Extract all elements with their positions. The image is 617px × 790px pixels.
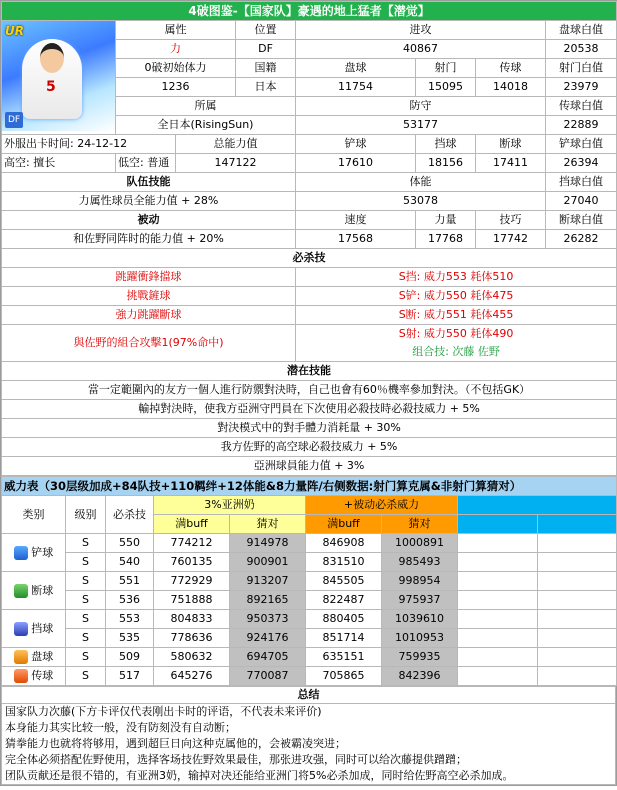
val-body: 53078 [296, 192, 546, 211]
skill-cell: 536 [106, 591, 154, 610]
level-cell: S [66, 572, 106, 591]
summary-line: 完全体必须搭配佐野使用，选择客场技佐野效果最佳，那张进攻强，同时可以给次藤提供蹭蹭； [2, 752, 616, 768]
empty-cell [538, 534, 617, 553]
empty-cell [538, 553, 617, 572]
level-cell: S [66, 648, 106, 667]
hdr-power: 力量 [416, 211, 476, 230]
position-tag: DF [5, 112, 23, 128]
value-cell: 831510 [306, 553, 382, 572]
val-team-skill: 力属性球员全能力值 + 28% [2, 192, 296, 211]
pass-icon [14, 669, 28, 683]
special-skill-effect: S断: 威力551 耗体455 [296, 306, 617, 325]
value-cell: 842396 [382, 667, 458, 686]
val-pos: DF [236, 40, 296, 59]
hdr-drib: 盘球 [296, 59, 416, 78]
skill-cell: 517 [106, 667, 154, 686]
hdr-full-buff: 满buff [154, 515, 230, 534]
hdr-tech: 技巧 [476, 211, 546, 230]
value-cell: 694705 [230, 648, 306, 667]
val-drib-white: 20538 [546, 40, 617, 59]
hdr-nation: 国籍 [236, 59, 296, 78]
category-cell: 传球 [2, 667, 66, 686]
val-drib: 11754 [296, 78, 416, 97]
hdr-tackle-white: 铲球白值 [546, 135, 617, 154]
val-block-white: 26282 [546, 230, 617, 249]
level-cell: S [66, 610, 106, 629]
hdr-category: 类别 [2, 496, 66, 534]
skill-cell: 509 [106, 648, 154, 667]
val-shot: 15095 [416, 78, 476, 97]
value-cell: 985493 [382, 553, 458, 572]
rarity-badge: UR [5, 24, 24, 38]
hdr-tackle: 铲球 [296, 135, 416, 154]
empty-cell [538, 610, 617, 629]
hdr-drib-white: 盘球白值 [546, 21, 617, 40]
value-cell: 914978 [230, 534, 306, 553]
hdr-group-asia: 3%亚洲奶 [154, 496, 306, 515]
empty-cell [538, 648, 617, 667]
combo-skill: 组合技: 次藤 佐野 [296, 343, 617, 362]
level-cell: S [66, 553, 106, 572]
summary-line: 国家队力次藤(下方卡评仅代表刚出卡时的评语，不代表未来评价) [2, 704, 616, 721]
dribble-icon [14, 650, 28, 664]
hdr-team: 所属 [116, 97, 296, 116]
summary-line: 猜拳能力也就将将够用，遇到超巨日向这种克属他的，会被霸凌突进； [2, 736, 616, 752]
hdr-level: 级别 [66, 496, 106, 534]
value-cell: 1010953 [382, 629, 458, 648]
hdr-group-empty [458, 496, 617, 515]
value-cell: 975937 [382, 591, 458, 610]
special-skill-name: 與佐野的組合攻擊1(97%命中) [2, 325, 296, 362]
hdr-pos: 位置 [236, 21, 296, 40]
val-team: 全日本(RisingSun) [116, 116, 296, 135]
card-portrait [2, 21, 116, 135]
val-nation: 日本 [236, 78, 296, 97]
summary-header: 总结 [2, 687, 616, 704]
val-passive: 和佐野同阵时的能力值 + 20% [2, 230, 296, 249]
latent-line: 當一定範圍內的友方一個人進行防禦對決時，自己也會有60％機率參加對決。（不包括GK） [2, 381, 617, 400]
summary-line: 本身能力其实比较一般，没有防刻没有自动断； [2, 720, 616, 736]
skill-cell: 535 [106, 629, 154, 648]
value-cell: 950373 [230, 610, 306, 629]
empty-cell [458, 553, 538, 572]
release-date: 外服出卡时间: 24-12-12 [2, 135, 176, 154]
value-cell: 892165 [230, 591, 306, 610]
hdr-total: 总能力值 [176, 135, 296, 154]
skill-cell: 540 [106, 553, 154, 572]
latent-line: 我方佐野的高空球必殺技威力 + 5% [2, 438, 617, 457]
val-tackle: 17610 [296, 154, 416, 173]
player-head [40, 43, 64, 73]
val-attr: 力 [116, 40, 236, 59]
val-catch: 18156 [416, 154, 476, 173]
hdr-team-skill: 队伍技能 [2, 173, 296, 192]
value-cell: 772929 [154, 572, 230, 591]
stats-table [1, 1, 617, 476]
hdr-skill: 必杀技 [106, 496, 154, 534]
block-icon [14, 584, 28, 598]
val-catch-white: 27040 [546, 192, 617, 211]
value-cell: 778636 [154, 629, 230, 648]
value-cell: 705865 [306, 667, 382, 686]
value-cell: 900901 [230, 553, 306, 572]
empty-cell [538, 591, 617, 610]
skill-cell: 551 [106, 572, 154, 591]
hdr-body: 体能 [296, 173, 546, 192]
hdr-pass-white: 传球白值 [546, 97, 617, 116]
value-cell: 635151 [306, 648, 382, 667]
val-speed: 17568 [296, 230, 416, 249]
empty-cell [538, 667, 617, 686]
value-cell: 770087 [230, 667, 306, 686]
empty-cell [538, 572, 617, 591]
value-cell: 751888 [154, 591, 230, 610]
hdr-stamina: 0破初始体力 [116, 59, 236, 78]
hdr-block-white: 断球白值 [546, 211, 617, 230]
level-cell: S [66, 534, 106, 553]
empty-cell [458, 629, 538, 648]
value-cell: 822487 [306, 591, 382, 610]
empty-cell [458, 591, 538, 610]
hdr-block: 断球 [476, 135, 546, 154]
summary-line: 团队贡献还是很不错的，有亚洲3奶，输掉对决还能给亚洲门将5%必杀加成，同时给佐野高空必杀加成。 [2, 768, 616, 785]
val-tech: 17742 [476, 230, 546, 249]
hdr-group-passive: +被动必杀威力 [306, 496, 458, 515]
value-cell: 1000891 [382, 534, 458, 553]
latent-line: 輸掉對決時，使我方亞洲守門員在下次使用必殺技時必殺技威力 + 5% [2, 400, 617, 419]
val-stamina: 1236 [116, 78, 236, 97]
value-cell: 645276 [154, 667, 230, 686]
empty-cell [458, 610, 538, 629]
hdr-pass: 传球 [476, 59, 546, 78]
skill-cell: 550 [106, 534, 154, 553]
skill-cell: 553 [106, 610, 154, 629]
empty-cell [458, 648, 538, 667]
value-cell: 804833 [154, 610, 230, 629]
value-cell: 1039610 [382, 610, 458, 629]
val-pass-white: 22889 [546, 116, 617, 135]
hdr-guess: 猜对 [230, 515, 306, 534]
power-table-title: 威力表（30层级加成+84队技+110羁绊+12体能&8力量阵/右侧数据:射门算克属&非射门算猜对） [2, 477, 617, 496]
special-skill-name: 跳躍衝鋒擋球 [2, 268, 296, 287]
value-cell: 774212 [154, 534, 230, 553]
category-cell: 铲球 [2, 534, 66, 572]
val-total: 147122 [176, 154, 296, 173]
value-cell: 580632 [154, 648, 230, 667]
special-skill-name: 挑戰鏟球 [2, 287, 296, 306]
empty-cell [458, 667, 538, 686]
value-cell: 759935 [382, 648, 458, 667]
hdr-guess: 猜对 [382, 515, 458, 534]
value-cell: 760135 [154, 553, 230, 572]
category-cell: 挡球 [2, 610, 66, 648]
empty-cell [458, 572, 538, 591]
special-skill-name: 強力跳躍斷球 [2, 306, 296, 325]
value-cell: 846908 [306, 534, 382, 553]
hdr-atk: 进攻 [296, 21, 546, 40]
category-cell: 盘球 [2, 648, 66, 667]
val-block: 17411 [476, 154, 546, 173]
hdr-attr: 属性 [116, 21, 236, 40]
power-table [1, 476, 617, 686]
category-cell: 断球 [2, 572, 66, 610]
latent-line: 亞洲球員能力值 + 3% [2, 457, 617, 476]
level-cell: S [66, 667, 106, 686]
special-skill-effect: S挡: 威力553 耗体510 [296, 268, 617, 287]
value-cell: 851714 [306, 629, 382, 648]
hdr-speed: 速度 [296, 211, 416, 230]
hdr-empty [538, 515, 617, 534]
val-tackle-white: 26394 [546, 154, 617, 173]
val-shot-white: 23979 [546, 78, 617, 97]
val-pass: 14018 [476, 78, 546, 97]
page-title: 4破图鉴-【国家队】豪遇的地上猛者【潜觉】 [2, 2, 617, 21]
value-cell: 913207 [230, 572, 306, 591]
level-cell: S [66, 591, 106, 610]
latent-header: 潜在技能 [2, 362, 617, 381]
empty-cell [538, 629, 617, 648]
special-header: 必杀技 [2, 249, 617, 268]
hdr-catch: 挡球 [416, 135, 476, 154]
catch-icon [14, 622, 28, 636]
hdr-catch-white: 挡球白值 [546, 173, 617, 192]
hdr-def: 防守 [296, 97, 546, 116]
val-atk: 40867 [296, 40, 546, 59]
tackle-icon [14, 546, 28, 560]
hdr-empty [458, 515, 538, 534]
latent-line: 對決模式中的對手體力消耗量 + 30% [2, 419, 617, 438]
air-ability: 高空: 擅长 [2, 154, 116, 173]
low-ability: 低空: 普通 [116, 154, 176, 173]
value-cell: 880405 [306, 610, 382, 629]
summary-table [1, 686, 616, 785]
special-skill-effect: S铲: 威力550 耗体475 [296, 287, 617, 306]
value-cell: 845505 [306, 572, 382, 591]
empty-cell [458, 534, 538, 553]
level-cell: S [66, 629, 106, 648]
val-power: 17768 [416, 230, 476, 249]
value-cell: 924176 [230, 629, 306, 648]
hdr-shot-white: 射门白值 [546, 59, 617, 78]
hdr-shot: 射门 [416, 59, 476, 78]
value-cell: 998954 [382, 572, 458, 591]
hdr-passive: 被动 [2, 211, 296, 230]
jersey-number: 5 [46, 79, 56, 95]
val-def: 53177 [296, 116, 546, 135]
hdr-full-buff: 满buff [306, 515, 382, 534]
special-skill-effect: S射: 威力550 耗体490 [296, 325, 617, 344]
